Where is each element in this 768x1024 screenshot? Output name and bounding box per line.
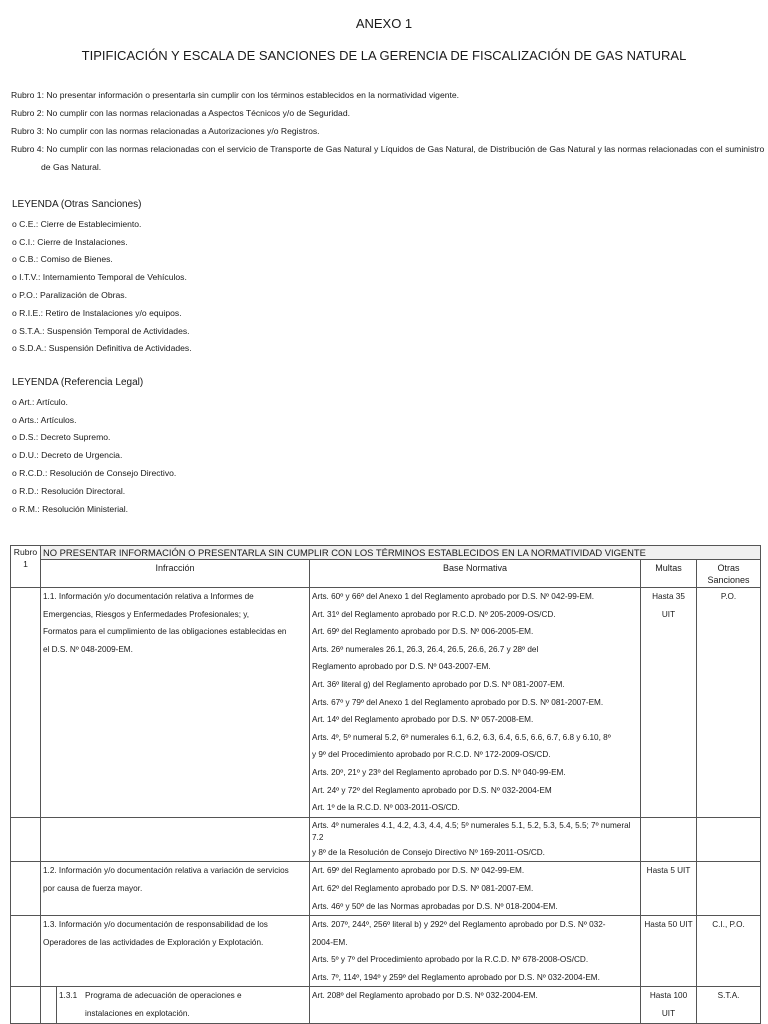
- infraccion-cell: 1.3.1 Programa de adecuación de operaciones e instalaciones en explotación.: [57, 987, 310, 1023]
- document-title: TIPIFICACIÓN Y ESCALA DE SANCIONES DE LA GERENCIA DE FISCALIZACIÓN DE GAS NATURAL: [81, 48, 687, 63]
- rubro-cell: [11, 916, 41, 987]
- rubro-cell: [11, 817, 41, 862]
- legend-heading: LEYENDA (Referencia Legal): [12, 377, 144, 388]
- base-normativa-cell: Arts. 207º, 244º, 256º literal b) y 292º del Reglamento aprobado por D.S. Nº 032- 2004-EM. Arts. 5º y 7º del Procedimiento aprobado por la R.C.D. Nº 678-2008-OS/CD. Arts. 7º, 114º, 194º y 259º del Reglamento aprobado por D.S. Nº 032-2004-EM.: [310, 916, 641, 987]
- sanctions-table: [10, 545, 761, 1024]
- rubro-item: Rubro 4: No cumplir con las normas relacionadas con el servicio de Transporte de Gas Natural y Líquidos de Gas Natural, de Distribución de Gas Natural y las normas relacionadas con el suministro: [11, 144, 765, 154]
- column-header-infraccion: Infracción: [41, 560, 310, 588]
- rubro-list: [11, 86, 765, 176]
- rubro-title: NO PRESENTAR INFORMACIÓN O PRESENTARLA SIN CUMPLIR CON LOS TÉRMINOS ESTABLECIDOS EN LA NORMATIVIDAD VIGENTE: [41, 546, 761, 560]
- legend-item: o S.T.A.: Suspensión Temporal de Actividades.: [12, 325, 190, 336]
- rubro-cell: [11, 588, 41, 818]
- column-header-base: Base Normativa: [310, 560, 641, 588]
- sub-item-number: 1.3.1: [59, 991, 78, 1001]
- sub-indent-cell: [41, 987, 57, 1023]
- otras-sanciones-cell: S.T.A.: [697, 987, 761, 1023]
- rubro-cell: [11, 987, 41, 1023]
- legend-item: o C.E.: Cierre de Establecimiento.: [12, 218, 142, 229]
- table-row: [11, 987, 761, 1023]
- legend-item: o R.M.: Resolución Ministerial.: [12, 503, 129, 514]
- infraccion-cell: 1.1. Información y/o documentación relativa a Informes de Emergencias, Riesgos y Enfermedades Profesionales; y, Formatos para el cumplimiento de las obligaciones establecidas en el D.S. Nº 048-2009-EM.: [41, 588, 310, 818]
- table-header-row: [11, 560, 761, 588]
- rubro-header-cell: [11, 546, 41, 588]
- multas-cell: [641, 817, 697, 862]
- base-normativa-cell: Art. 69º del Reglamento aprobado por D.S. Nº 042-99-EM. Art. 62º del Reglamento aprobado por D.S. Nº 081-2007-EM. Arts. 46º y 50º de las Normas aprobadas por D.S. Nº 018-2004-EM.: [310, 862, 641, 916]
- legend-heading: LEYENDA (Otras Sanciones): [12, 199, 142, 210]
- otras-sanciones-cell: C.I., P.O.: [697, 916, 761, 987]
- table-row: [11, 916, 761, 987]
- legend-item: o Arts.: Artículos.: [12, 414, 77, 425]
- legend-item: o R.D.: Resolución Directoral.: [12, 485, 126, 496]
- table-row: [11, 817, 761, 862]
- base-normativa-cell: Arts. 60º y 66º del Anexo 1 del Reglamento aprobado por D.S. Nº 042-99-EM. Art. 31º del Reglamento aprobado por R.C.D. Nº 205-2009-OS/CD. Art. 69º del Reglamento aprobado por D.S. Nº 006-2005-EM. Arts. 26º numerales 26.1, 26.3, 26.4, 26.5, 26.6, 26.7 y 28º del Reglamento aprobado por D.S. Nº 043-2007-EM. Art. 36º literal g) del Reglamento aprobado por D.S. Nº 081-2007-EM. Arts. 67º y 79º del Anexo 1 del Reglamento aprobado por D.S. Nº 081-2007-EM. Art. 14º del Reglamento aprobado por D.S. Nº 057-2008-EM. Arts. 4º, 5º numeral 5.2, 6º numerales 6.1, 6.2, 6.3, 6.4, 6.5, 6.6, 6.7, 6.8 y 6.10, 8º y 9º del Procedimiento aprobado por R.C.D. Nº 172-2009-OS/CD. Arts. 20º, 21º y 23º del Reglamento aprobado por D.S. Nº 040-99-EM. Art. 24º y 72º del Reglamento aprobado por D.S. Nº 032-2004-EM Art. 1º de la R.C.D. Nº 003-2011-OS/CD.: [310, 588, 641, 818]
- annex-title: ANEXO 1: [355, 16, 413, 31]
- otras-sanciones-cell: [697, 862, 761, 916]
- multas-cell: Hasta 50 UIT: [641, 916, 697, 987]
- legend-item: o C.B.: Comiso de Bienes.: [12, 254, 113, 265]
- legend-item: o I.T.V.: Internamiento Temporal de Vehículos.: [12, 272, 187, 283]
- table-row: [11, 862, 761, 916]
- base-normativa-cell: Arts. 4º numerales 4.1, 4.2, 4.3, 4.4, 4.5; 5º numerales 5.1, 5.2, 5.3, 5.4, 5.5; 7º numeral 7.2 y 8º de la Resolución de Consejo Directivo Nº 169-2011-OS/CD.: [310, 817, 641, 862]
- rubro-cell: [11, 862, 41, 916]
- legend-item: o P.O.: Paralización de Obras.: [12, 289, 127, 300]
- legend-sanctions: [12, 196, 192, 358]
- base-normativa-cell: Art. 208º del Reglamento aprobado por D.S. Nº 032-2004-EM.: [310, 987, 641, 1023]
- legend-item: o S.D.A.: Suspensión Definitiva de Actividades.: [12, 343, 192, 354]
- legend-item: o D.S.: Decreto Supremo.: [12, 432, 111, 443]
- otras-sanciones-cell: [697, 817, 761, 862]
- multas-cell: Hasta 35 UIT: [641, 588, 697, 818]
- table-title-row: [11, 546, 761, 560]
- column-header-multas: Multas: [641, 560, 697, 588]
- legend-item: o R.I.E.: Retiro de Instalaciones y/o equipos.: [12, 307, 182, 318]
- otras-sanciones-cell: P.O.: [697, 588, 761, 818]
- multas-cell: Hasta 5 UIT: [641, 862, 697, 916]
- rubro-item: Rubro 1: No presentar información o presentarla sin cumplir con los términos establecidos en la normatividad vigente.: [11, 90, 460, 100]
- legend-item: o C.I.: Cierre de Instalaciones.: [12, 236, 128, 247]
- legend-item: o Art.: Artículo.: [12, 396, 68, 407]
- rubro-number: 1: [23, 559, 28, 569]
- infraccion-cell: 1.3. Información y/o documentación de responsabilidad de los Operadores de las actividades de Exploración y Explotación.: [41, 916, 310, 987]
- legend-legal: [12, 374, 176, 518]
- multas-cell: Hasta 100 UIT: [641, 987, 697, 1023]
- column-header-otras: Otras Sanciones: [697, 560, 761, 588]
- infraccion-cell: 1.2. Información y/o documentación relativa a variación de servicios por causa de fuerza mayor.: [41, 862, 310, 916]
- rubro-item-continuation: de Gas Natural.: [41, 162, 102, 172]
- rubro-item: Rubro 2: No cumplir con las normas relacionadas a Aspectos Técnicos y/o de Seguridad.: [11, 108, 350, 118]
- infraccion-cell: [41, 817, 310, 862]
- legend-item: o R.C.D.: Resolución de Consejo Directivo.: [12, 467, 177, 478]
- legend-item: o D.U.: Decreto de Urgencia.: [12, 450, 123, 461]
- rubro-item: Rubro 3: No cumplir con las normas relacionadas a Autorizaciones y/o Registros.: [11, 126, 320, 136]
- table-row: [11, 588, 761, 818]
- rubro-label: Rubro: [13, 547, 38, 557]
